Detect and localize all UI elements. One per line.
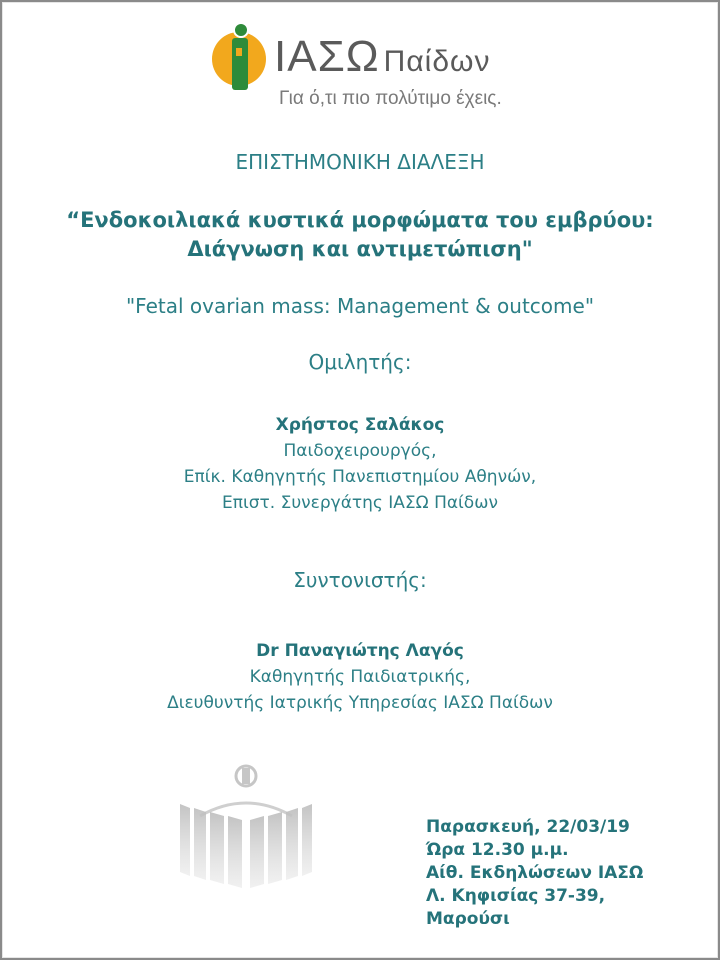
logo-figure-band [236, 48, 242, 56]
moderator-details [2, 638, 718, 716]
moderator-role: Καθηγητής Παιδιατρικής, [249, 667, 471, 687]
event-address: Λ. Κηφισίας 37-39, [426, 886, 606, 906]
lecture-title-english: "Fetal ovarian mass: Management & outcome" [125, 294, 595, 318]
event-venue: Αίθ. Εκδηλώσεων ΙΑΣΩ [426, 863, 644, 883]
speaker-academic-title: Επίκ. Καθηγητής Πανεπιστημίου Αθηνών, [183, 467, 537, 487]
logo-name-main: ΙΑΣΩ [274, 32, 380, 81]
moderator-heading: Συντονιστής: [293, 568, 427, 592]
moderator-name: Dr Παναγιώτης Λαγός [256, 641, 464, 661]
lecture-title-greek-line2: Διάγνωση και αντιμετώπιση" [187, 237, 533, 261]
books-watermark-icon [170, 746, 330, 896]
logo-figure-head [233, 22, 249, 38]
speaker-heading: Ομιλητής: [308, 350, 412, 374]
speaker-name: Χρήστος Σαλάκος [275, 415, 445, 435]
speaker-details [2, 412, 718, 516]
logo-tagline: Για ό,τι πιο πολύτιμο έχεις. [279, 88, 502, 109]
event-date: Παρασκευή, 22/03/19 [426, 817, 630, 837]
speaker-affiliation: Επιστ. Συνεργάτης ΙΑΣΩ Παίδων [222, 493, 498, 513]
event-city: Μαρούσι [426, 909, 510, 929]
lecture-title-greek [2, 206, 718, 264]
moderator-position: Διευθυντής Ιατρικής Υπηρεσίας ΙΑΣΩ Παίδων [167, 693, 553, 713]
logo-name-sub: Παίδων [383, 45, 491, 78]
logo-figure-icon [232, 38, 248, 90]
event-type-title: ΕΠΙΣΤΗΜΟΝΙΚΗ ΔΙΑΛΕΞΗ [235, 150, 485, 174]
speaker-role: Παιδοχειρουργός, [283, 441, 437, 461]
logo-name [274, 32, 490, 87]
event-info [426, 816, 643, 931]
lecture-title-greek-line1: “Ενδοκοιλιακά κυστικά μορφώματα του εμβρύου: [66, 208, 654, 232]
event-time: Ώρα 12.30 μ.μ. [426, 840, 569, 860]
